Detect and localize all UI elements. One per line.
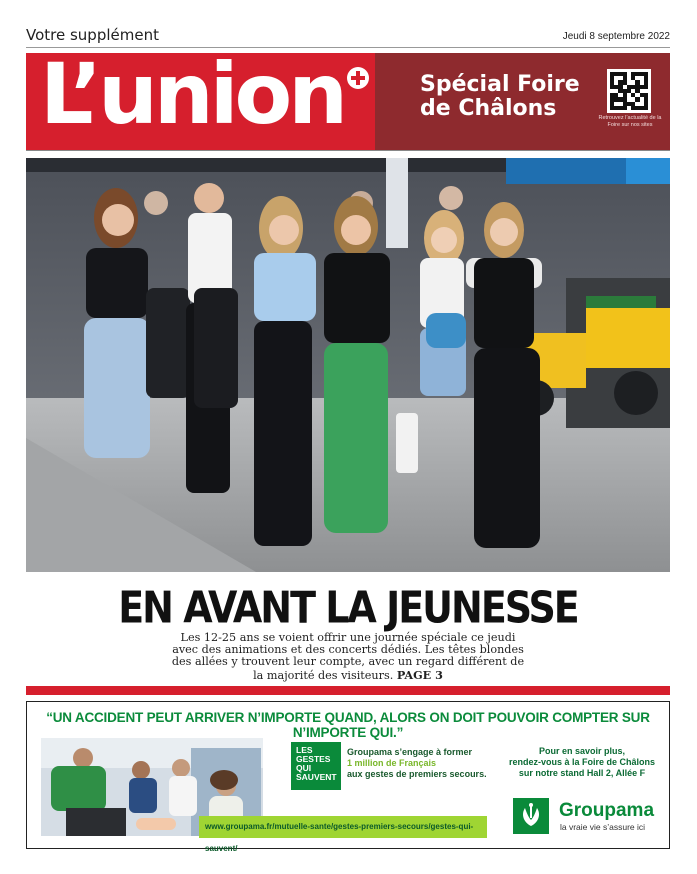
ad-url-link[interactable]: www.groupama.fr/mutuelle-sante/gestes-premiers-secours/gestes-qui-sauvent/: [199, 816, 487, 838]
qr-code-icon[interactable]: [607, 69, 651, 113]
newspaper-logo[interactable]: [26, 45, 375, 150]
groupama-wordmark: Groupama: [559, 800, 655, 821]
stand-info: Pour en savoir plus, rendez-vous à la Foire de Châlons sur notre stand Hall 2, Allée F: [508, 746, 656, 778]
photo-credit: Stéphanie - Jayet: [30, 631, 36, 678]
special-edition-banner: [375, 53, 670, 150]
red-divider: [26, 686, 670, 695]
qr-caption: Retrouvez l’actualité de la Foire sur nos sites: [598, 115, 662, 128]
special-title: Spécial Foire de Châlons: [420, 72, 580, 121]
logo-wordmark: L’union: [40, 45, 345, 143]
groupama-tagline: la vraie vie s’assure ici: [560, 822, 646, 832]
masthead: [26, 45, 670, 150]
engagement-text: Groupama s’engage à former 1 million de Français aux gestes de premiers secours.: [347, 747, 487, 779]
headline[interactable]: EN AVANT LA JEUNESSE: [118, 582, 578, 633]
masthead-rule: [26, 150, 670, 151]
lead-paragraph: Les 12-25 ans se voient offrir une journée spéciale ce jeudi avec des animations et des concerts dédiés. Les têtes blondes des allées y trouvent leur compte, avec un regard différent de la majorité des visiteurs. PAGE 3: [171, 631, 525, 682]
groupama-logo-icon[interactable]: [513, 798, 549, 834]
gestes-qui-sauvent-badge: LES GESTES QUI SAUVENT: [291, 742, 341, 790]
advertisement[interactable]: [26, 701, 670, 853]
ad-slogan: “UN ACCIDENT PEUT ARRIVER N’IMPORTE QUAND, ALORS ON DOIT POUVOIR COMPTER SUR N’IMPORTE QUI.”: [46, 710, 650, 740]
supplement-label: Votre supplément: [26, 26, 159, 44]
issue-date: Jeudi 8 septembre 2022: [562, 31, 670, 42]
page-reference[interactable]: PAGE 3: [396, 667, 443, 682]
plus-icon: [347, 67, 369, 89]
